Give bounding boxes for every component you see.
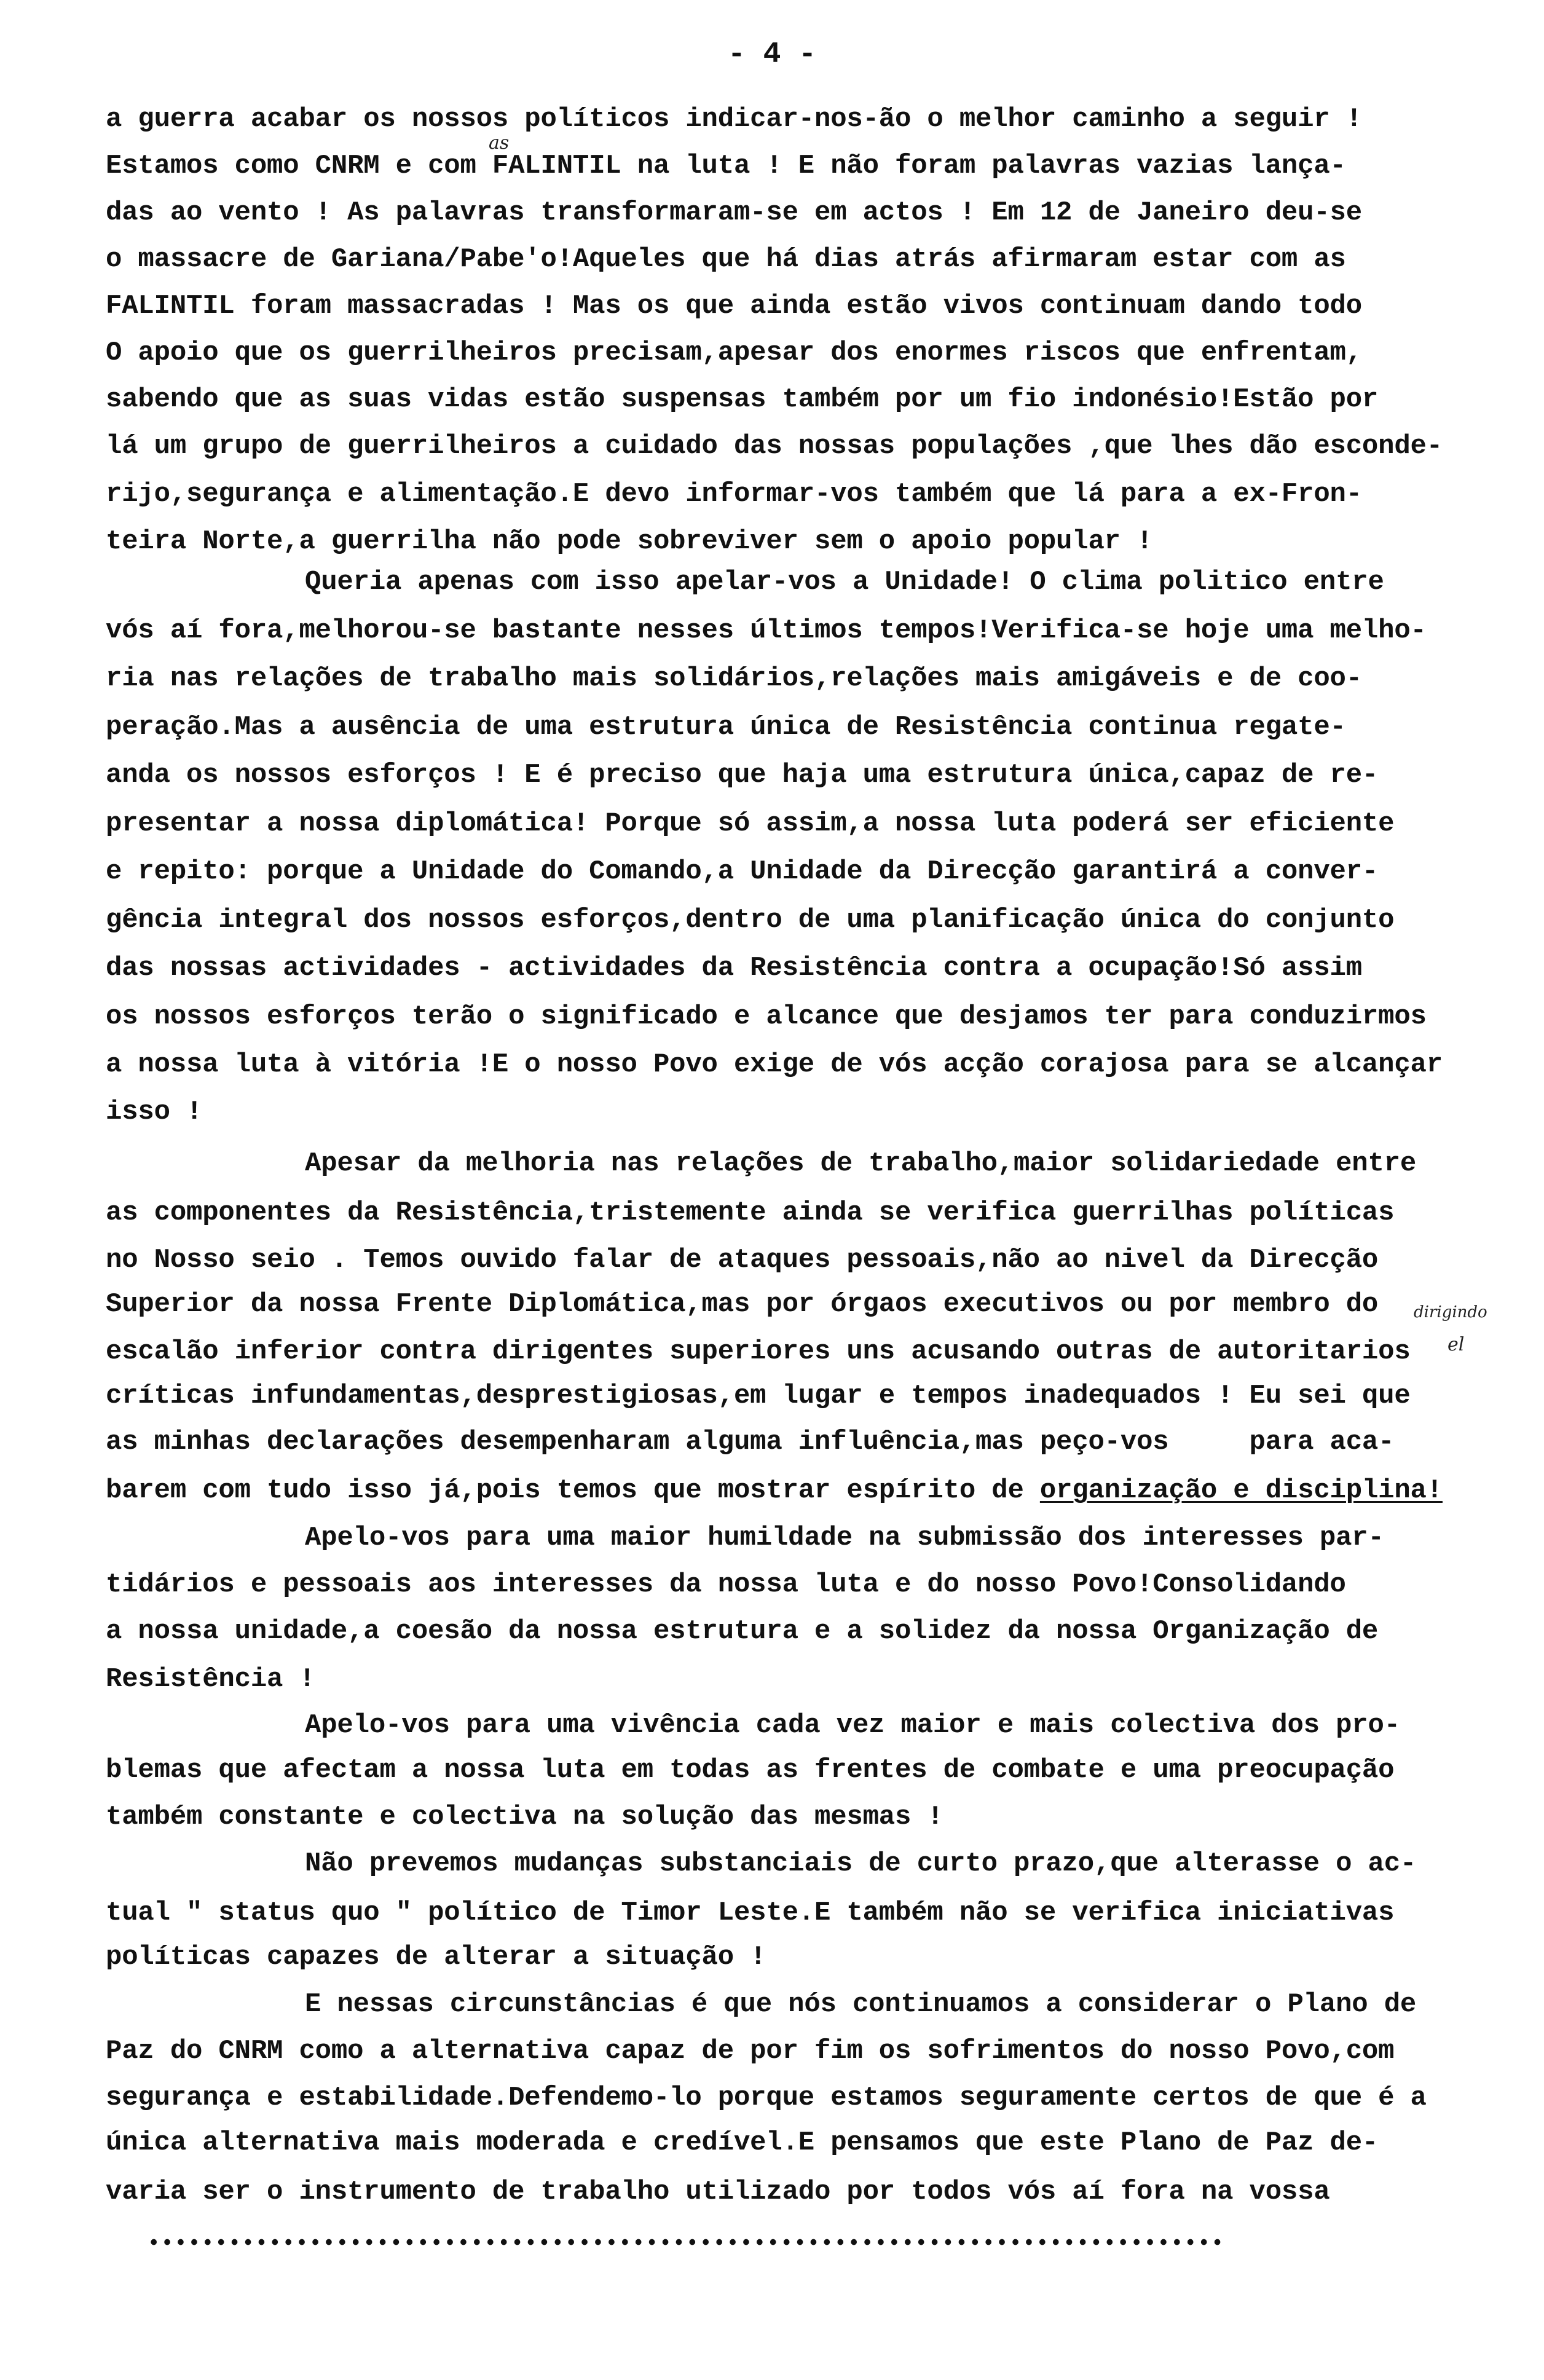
- text-line: [106, 1755, 1394, 1786]
- text-line: [106, 197, 1362, 228]
- text-line-content: peração.Mas a ausência de uma estrutura única de Resistência continua regate-: [106, 712, 1346, 743]
- text-line-content: única alternativa mais moderada e credível.E pensamos que este Plano de Paz de-: [106, 2127, 1379, 2158]
- text-line: [106, 1097, 202, 1127]
- text-line: [106, 1381, 1411, 1411]
- text-line: [106, 526, 1152, 557]
- text-line: [106, 1427, 1394, 1457]
- text-line: [106, 1616, 1378, 1647]
- text-line: [106, 1802, 943, 1832]
- text-line-content: presentar a nossa diplomática! Porque só assim,a nossa luta poderá ser eficiente: [106, 808, 1395, 839]
- text-line-content: Apesar da melhoria nas relações de trabalho,maior solidariedade entre: [305, 1148, 1417, 1179]
- text-line-content: barem com tudo isso já,pois temos que mostrar espírito de: [106, 1475, 1040, 1506]
- handwritten-annotation: as: [489, 132, 510, 154]
- text-line-content: críticas infundamentas,desprestigiosas,em lugar e tempos inadequados ! Eu sei que: [106, 1381, 1411, 1411]
- text-line-content: Apelo-vos para uma maior humildade na submissão dos interesses par-: [305, 1523, 1384, 1553]
- text-line: [106, 1197, 1394, 1228]
- text-line-content: no Nosso seio . Temos ouvido falar de ataques pessoais,não ao nivel da Direcção: [106, 1245, 1379, 1275]
- text-line: [106, 615, 1427, 646]
- text-line-content: varia ser o instrumento de trabalho utilizado por todos vós aí fora na vossa: [106, 2177, 1330, 2207]
- text-line-content: os nossos esforços terão o significado e alcance que desjamos ter para conduzirmos: [106, 1001, 1427, 1032]
- text-line-content: vós aí fora,melhorou-se bastante nesses últimos tempos!Verifica-se hoje uma melho-: [106, 615, 1427, 646]
- text-line-content: segurança e estabilidade.Defendemo-lo porque estamos seguramente certos de que é a: [106, 2082, 1427, 2113]
- text-line: [106, 1569, 1346, 1600]
- text-line: [305, 1148, 1416, 1179]
- text-line: [106, 808, 1394, 839]
- text-line: [106, 1001, 1427, 1032]
- text-line-content: Resistência !: [106, 1664, 315, 1695]
- text-line: [106, 2127, 1378, 2158]
- text-line-content: políticas capazes de alterar a situação !: [106, 1942, 766, 1972]
- text-line-content: teira Norte,a guerrilha não pode sobreviver sem o apoio popular !: [106, 526, 1153, 557]
- text-line: [106, 953, 1362, 983]
- text-line-content: das nossas actividades - actividades da Resistência contra a ocupação!Só assim: [106, 953, 1362, 983]
- text-line-content: Queria apenas com isso apelar-vos a Unidade! O clima politico entre: [305, 567, 1384, 597]
- text-line-content: rijo,segurança e alimentação.E devo informar-vos também que lá para a ex-Fron-: [106, 479, 1362, 510]
- text-line: [305, 1523, 1384, 1553]
- text-line-content: E nessas circunstâncias é que nós continuamos a considerar o Plano de: [305, 1989, 1417, 2020]
- text-line-content: lá um grupo de guerrilheiros a cuidado das nossas populações ,que lhes dão esconde-: [106, 431, 1443, 462]
- text-line: [106, 1245, 1378, 1275]
- text-line-content: Apelo-vos para uma vivência cada vez maior e mais colectiva dos pro-: [305, 1710, 1400, 1741]
- text-line: [106, 104, 1362, 135]
- text-line-content: Não prevemos mudanças substanciais de curto prazo,que alterasse o ac-: [305, 1848, 1417, 1879]
- text-line: [106, 1664, 315, 1695]
- text-line: [305, 1989, 1416, 2020]
- text-line-content: escalão inferior contra dirigentes superiores uns acusando outras de autoritarios: [106, 1336, 1411, 1367]
- text-line-content: sabendo que as suas vidas estão suspensas também por um fio indonésio!Estão por: [106, 384, 1379, 415]
- text-line: [305, 1710, 1400, 1741]
- text-line: [106, 431, 1443, 462]
- text-line: [106, 1897, 1394, 1928]
- text-line-content: as minhas declarações desempenharam alguma influência,mas peço-vos para aca-: [106, 1427, 1395, 1457]
- text-line: [106, 384, 1378, 415]
- text-line: [106, 2082, 1427, 2113]
- text-line: [106, 1289, 1378, 1320]
- text-line-content: Superior da nossa Frente Diplomática,mas por órgaos executivos ou por membro do: [106, 1289, 1379, 1320]
- text-line-content: a guerra acabar os nossos políticos indicar-nos-ão o melhor caminho a seguir !: [106, 104, 1362, 135]
- text-line: [106, 856, 1378, 887]
- text-line-content: tidários e pessoais aos interesses da nossa luta e do nosso Povo!Consolidando: [106, 1569, 1346, 1600]
- text-line: [305, 567, 1384, 597]
- text-line: [106, 1475, 1443, 1506]
- text-line: [106, 760, 1378, 790]
- dotted-separator: ••••••••••••••••••••••••••••••••••••••••••••••••••••••••••••••••••••••••••••••••: [148, 2232, 1225, 2256]
- text-line-content: Estamos como CNRM e com FALINTIL na luta ! E não foram palavras vazias lança-: [106, 151, 1346, 181]
- text-line-content: e repito: porque a Unidade do Comando,a Unidade da Direcção garantirá a conver-: [106, 856, 1379, 887]
- text-line: [106, 2177, 1330, 2207]
- handwritten-annotation: dirigindo: [1414, 1303, 1487, 1322]
- text-line: [106, 337, 1362, 368]
- text-line: [106, 712, 1346, 743]
- text-line: [106, 1049, 1443, 1080]
- text-line: [106, 2036, 1394, 2067]
- page-number: - 4 -: [727, 38, 817, 71]
- text-line-content: a nossa luta à vitória !E o nosso Povo exige de vós acção corajosa para se alcançar: [106, 1049, 1443, 1080]
- text-line-content: FALINTIL foram massacradas ! Mas os que ainda estão vivos continuam dando todo: [106, 291, 1362, 321]
- text-line: [106, 905, 1394, 936]
- text-line-content: O apoio que os guerrilheiros precisam,apesar dos enormes riscos que enfrentam,: [106, 337, 1362, 368]
- text-line: [106, 1336, 1411, 1367]
- text-line-content: o massacre de Gariana/Pabe'o!Aqueles que há dias atrás afirmaram estar com as: [106, 244, 1346, 275]
- text-line: [106, 291, 1362, 321]
- text-line-content: anda os nossos esforços ! E é preciso que haja uma estrutura única,capaz de re-: [106, 760, 1379, 790]
- text-line-content: ria nas relações de trabalho mais solidários,relações mais amigáveis e de coo-: [106, 663, 1362, 694]
- text-line-content: a nossa unidade,a coesão da nossa estrutura e a solidez da nossa Organização de: [106, 1616, 1379, 1647]
- handwritten-annotation: el: [1448, 1334, 1465, 1355]
- text-line: [305, 1848, 1416, 1879]
- text-line-content: tual " status quo " político de Timor Leste.E também não se verifica iniciativas: [106, 1897, 1395, 1928]
- text-line-content: Paz do CNRM como a alternativa capaz de por fim os sofrimentos do nosso Povo,com: [106, 2036, 1395, 2067]
- text-line-content: isso !: [106, 1097, 203, 1127]
- text-line: [106, 244, 1346, 275]
- text-line-content: também constante e colectiva na solução das mesmas !: [106, 1802, 943, 1832]
- text-line: [106, 479, 1362, 510]
- text-line-content: das ao vento ! As palavras transformaram-se em actos ! Em 12 de Janeiro deu-se: [106, 197, 1362, 228]
- text-line: [106, 151, 1346, 181]
- underlined-text: organização e disciplina!: [1039, 1475, 1443, 1506]
- text-line: [106, 663, 1362, 694]
- text-line-content: blemas que afectam a nossa luta em todas as frentes de combate e uma preocupação: [106, 1755, 1395, 1786]
- text-line-content: as componentes da Resistência,tristemente ainda se verifica guerrilhas políticas: [106, 1197, 1395, 1228]
- text-line-content: gência integral dos nossos esforços,dentro de uma planificação única do conjunto: [106, 905, 1395, 936]
- text-line: [106, 1942, 766, 1972]
